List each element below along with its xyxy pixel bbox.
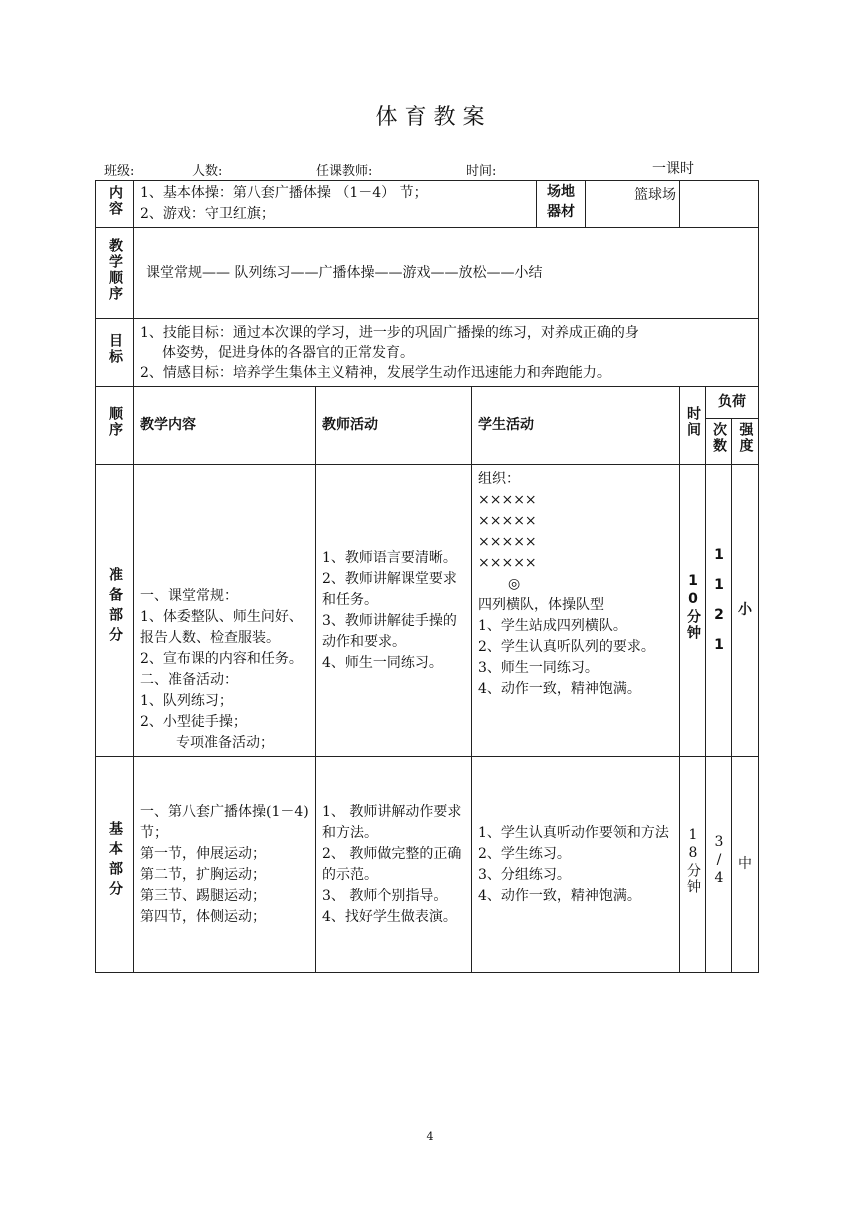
prep-content: 一、课堂常规： 1、体委整队、师生问好、报告人数、检查服装。 2、宣布课的内容和任务。 二、准备活动： 1、队列练习； 2、小型徒手操； 专项准备活动； [134,465,316,757]
order-text: 课堂常规—— 队列练习——广播体操——游戏——放松——小结 [134,228,759,319]
basic-intensity: 中 [732,757,759,973]
header-time: 时间 [680,387,706,465]
basic-content: 一、第八套广播体操(1－4) 节； 第一节，伸展运动； 第二节，扩胸运动； 第三节、踢腿运动； 第四节，体侧运动； [134,757,316,973]
page-title: 体 育 教 案 [375,105,485,130]
meta-class: 班级: [104,164,135,179]
prep-student: 组织： ××××× ××××× ××××× ××××× ◎ 四列横队，体操队型 1、学生站成四列横队。 2、学生认真听队列的要求。 3、师生一同练习。 4、动作一致，精神饱满。 [472,465,680,757]
meta-count: 人数: [192,164,223,179]
venue-value: 篮球场 [634,187,676,203]
basic-time: 18分钟 [680,757,706,973]
header-content: 教学内容 [134,387,316,465]
content-label: 内容 [96,181,134,228]
basic-row [96,757,759,973]
meta-teacher: 任课教师: [316,164,373,179]
header-intensity: 强度 [732,419,759,465]
header-student: 学生活动 [472,387,680,465]
content-items: 1、基本体操：第八套广播体操 （1－4） 节； 2、游戏：守卫红旗； 场地器材 篮球场 [134,181,680,228]
basic-times: 3/4 [706,757,732,973]
goal-text: 1、技能目标：通过本次课的学习，进一步的巩固广播操的练习，对养成正确的身 体姿势，促进身体的各器官的正常发育。 2、情感目标：培养学生集体主义精神，发展学生动作迅速能力和奔跑能力。 [134,319,759,387]
prep-times: 1121 [706,465,732,757]
lesson-plan-table [95,180,759,973]
order-label: 教学顺序 [96,228,134,319]
venue-spacer [680,181,759,228]
venue-label: 场地器材 [536,180,586,228]
header-row [96,387,759,419]
meta-time: 时间: [466,164,497,179]
header-load: 负荷 [706,387,759,419]
prep-row [96,465,759,757]
page-number: 4 [426,1130,434,1143]
goal-label: 目标 [96,319,134,387]
goal-row [96,319,759,387]
prep-teacher: 1、教师语言要清晰。 2、教师讲解课堂要求和任务。 3、教师讲解徒手操的动作和要求。 4、师生一同练习。 [316,465,472,757]
order-row [96,228,759,319]
basic-label: 基本部分 [96,757,134,973]
header-times: 次数 [706,419,732,465]
header-seq: 顺序 [96,387,134,465]
prep-label: 准备部分 [96,465,134,757]
content-row [96,181,759,228]
basic-student: 1、学生认真听动作要领和方法 2、学生练习。 3、分组练习。 4、动作一致，精神饱满。 [472,757,680,973]
basic-teacher: 1、 教师讲解动作要求和方法。 2、 教师做完整的正确的示范。 3、 教师个别指导。 4、找好学生做表演。 [316,757,472,973]
header-teacher: 教师活动 [316,387,472,465]
meta-hours: 一课时 [652,161,694,177]
prep-time: 10分钟 [680,465,706,757]
prep-intensity: 小 [732,465,759,757]
